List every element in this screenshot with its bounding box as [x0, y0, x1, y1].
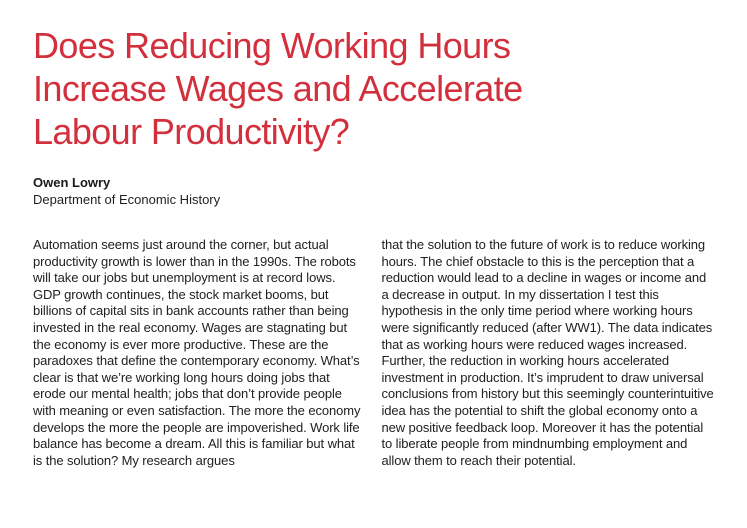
- byline: [33, 174, 714, 208]
- article-body: [33, 237, 714, 469]
- author-affiliation: Department of Economic History: [33, 192, 221, 207]
- body-column-left: Automation seems just around the corner, but actual productivity growth is lower than in the 1990s. The robots will take our jobs but unemployment is at record lows. GDP growth continues, the stock market booms, but billions of capital sits in bank accounts rather than being invested in the real economy. Wages are stagnating but the economy is ever more productive. These are the paradoxes that define the contemporary economy. What’s clear is that we’re working long hours doing jobs that erode our mental health; jobs that don’t provide people with meaning or even satisfaction. The more the economy develops the more the people are impoverished. Work life balance has become a dream. All this is familiar but what is the solution? My research argues: [33, 237, 361, 468]
- author-name: Owen Lowry: [33, 175, 111, 190]
- body-column-right: that the solution to the future of work is to reduce working hours. The chief obstacle to this is the perception that a reduction would lead to a decline in wages or income and a decrease in output. In my dissertation I test this hypothesis in the only time period where working hours were significantly reduced (after WW1). The data indicates that as working hours were reduced wages increased. Further, the reduction in working hours accelerated investment in production. It’s imprudent to draw universal conclusions from history but this seemingly counterintuitive idea has the potential to shift the global economy onto a new positive feedback loop. Moreover it has the potential to liberate people from mindnumbing employment and allow them to reach their potential.: [381, 237, 714, 468]
- page-title-line-3: Labour Productivity?: [33, 111, 350, 152]
- page-title-line-2: Increase Wages and Accelerate: [33, 68, 523, 109]
- page-title: [33, 24, 714, 153]
- page-title-line-1: Does Reducing Working Hours: [33, 25, 511, 66]
